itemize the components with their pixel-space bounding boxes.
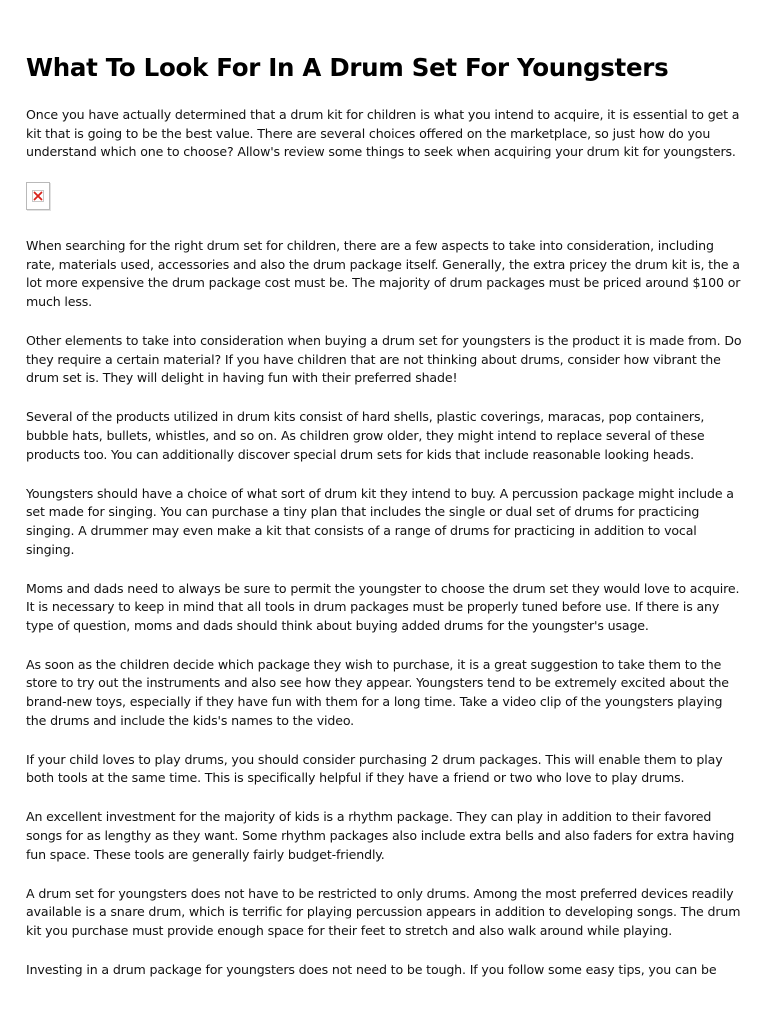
- paragraph: As soon as the children decide which package they wish to purchase, it is a great suggestion to take them to the store to try out the instruments and also see how they appear. Youngsters tend to be extremely excited about the brand-new toys, especially if they have fun with them for a long time. Take a video clip of the youngsters playing the drums and include the kids's names to the video.: [26, 656, 729, 728]
- intro-paragraph: Once you have actually determined that a drum kit for children is what you intend to acquire, it is essential to get a kit that is going to be the best value. There are several choices offered on the marketplace, so just how do you understand which one to choose? Allow's review some things to seek when acquiring your drum kit for youngsters.: [26, 107, 740, 160]
- paragraph: When searching for the right drum set for children, there are a few aspects to take into consideration, including rate, materials used, accessories and also the drum package itself. Generally, the extra pricey the drum kit is, the a lot more expensive the drum package cost must be. The majority of drum packages must be priced around $100 or much less.: [26, 238, 741, 310]
- paragraph: An excellent investment for the majority of kids is a rhythm package. They can play in addition to their favored songs for as lengthy as they want. Some rhythm packages also include extra bells and also faders for extra having fun space. These tools are generally fairly budget-friendly.: [26, 809, 735, 862]
- paragraph: If your child loves to play drums, you should consider purchasing 2 drum packages. This will enable them to play both tools at the same time. This is specifically helpful if they have a friend or two who love to play drums.: [26, 751, 723, 786]
- paragraph: Investing in a drum package for youngsters does not need to be tough. If you follow some easy tips, you can be: [26, 962, 717, 977]
- article-title: What To Look For In A Drum Set For Youngsters: [26, 53, 669, 82]
- paragraph: Youngsters should have a choice of what sort of drum kit they intend to buy. A percussion package might include a set made for singing. You can purchase a tiny plan that includes the single or dual set of drums for practicing singing. A drummer may even make a kit that consists of a range of drums for practicing in addition to vocal singing.: [26, 485, 734, 557]
- paragraph: Several of the products utilized in drum kits consist of hard shells, plastic coverings, maracas, pop containers, bubble hats, bullets, whistles, and so on. As children grow older, they might intend to replace several of these products too. You can additionally discover special drum sets for kids that include reasonable looking heads.: [26, 409, 705, 462]
- document-page: [26, 0, 744, 1024]
- image-container: [26, 182, 744, 212]
- paragraph: Moms and dads need to always be sure to permit the youngster to choose the drum set they would love to acquire. It is necessary to keep in mind that all tools in drum packages must be properly tuned before use. If there is any type of question, moms and dads should think about buying added drums for the youngster's usage.: [26, 580, 740, 633]
- broken-image-icon: [26, 182, 50, 210]
- red-x-icon: [33, 191, 43, 201]
- paragraph: Other elements to take into consideration when buying a drum set for youngsters is the product it is made from. Do they require a certain material? If you have children that are not thinking about drums, consider how vibrant the drum set is. They will delight in having fun with their preferred shade!: [26, 333, 742, 386]
- article-body: [26, 106, 744, 1000]
- paragraph: A drum set for youngsters does not have to be restricted to only drums. Among the most preferred devices readily available is a snare drum, which is terrific for playing percussion appears in addition to developing songs. The drum kit you purchase must provide enough space for their feet to stretch and also walk around while playing.: [26, 885, 741, 938]
